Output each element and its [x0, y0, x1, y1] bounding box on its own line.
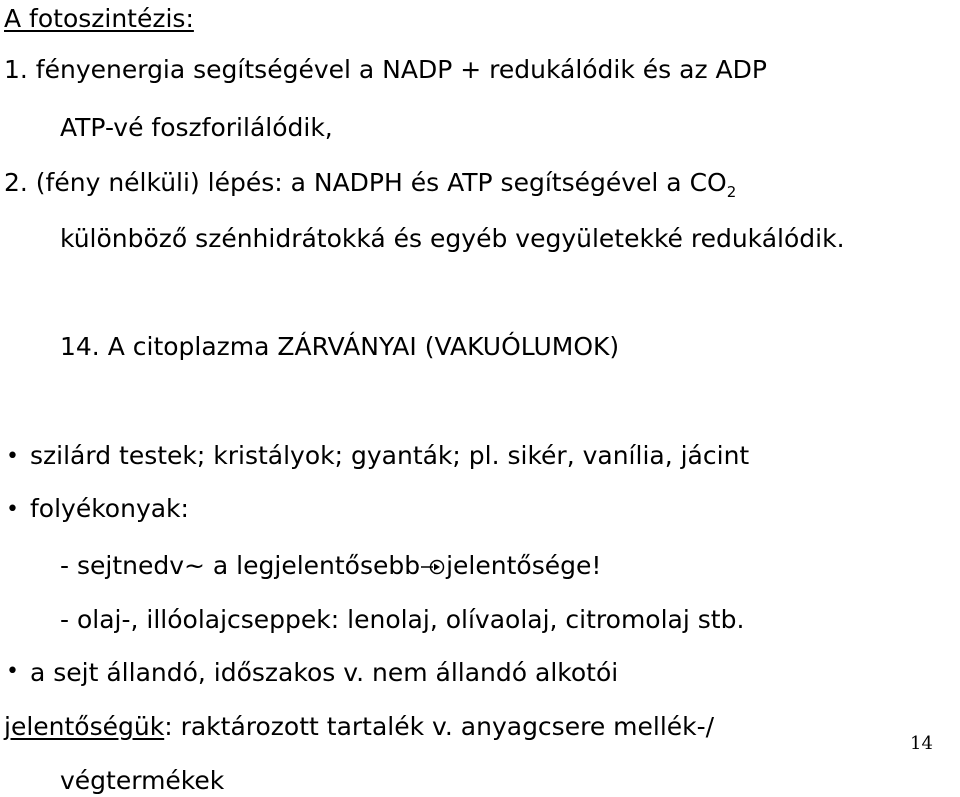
liquid-sub-1-post: jelentősége! — [446, 551, 602, 580]
bullet-liquid: folyékonyak: — [30, 494, 189, 523]
significance-continued: végtermékek — [60, 766, 225, 795]
page-number: 14 — [910, 733, 933, 754]
bullet-components: a sejt állandó, időszakos v. nem állandó alkotói — [30, 658, 619, 687]
step-2-text: 2. (fény nélküli) lépés: a NADPH és ATP segítségével a CO — [4, 168, 727, 197]
circled-arrow-icon — [421, 558, 445, 576]
liquid-sub-2: - olaj-, illóolajcseppek: lenolaj, olívaolaj, citromolaj stb. — [60, 605, 745, 634]
step-2-line-1 — [4, 170, 736, 200]
bullet-solid: szilárd testek; kristályok; gyanták; pl. sikér, vanília, jácint — [30, 441, 750, 470]
co2-subscript: 2 — [726, 183, 737, 201]
significance-label: jelentőségük — [4, 712, 165, 741]
liquid-sub-1-pre: - sejtnedv~ a legjelentősebb — [60, 551, 421, 580]
bullet-dot-icon: • — [6, 497, 19, 522]
step-2-line-2: különböző szénhidrátokká és egyéb vegyületekké redukálódik. — [60, 224, 845, 253]
bullet-dot-icon: • — [6, 444, 19, 469]
title: A fotoszintézis: — [4, 4, 194, 33]
liquid-sub-1 — [60, 553, 601, 578]
step-1-line-1: 1. fényenergia segítségével a NADP + redukálódik és az ADP — [4, 55, 767, 84]
section-heading: 14. A citoplazma ZÁRVÁNYAI (VAKUÓLUMOK) — [60, 332, 620, 361]
significance-text: : raktározott tartalék v. anyagcsere mellék-/ — [164, 712, 715, 741]
bullet-dot-icon: • — [6, 659, 19, 684]
significance-line — [4, 714, 714, 739]
step-1-line-2: ATP-vé foszforilálódik, — [60, 113, 333, 142]
